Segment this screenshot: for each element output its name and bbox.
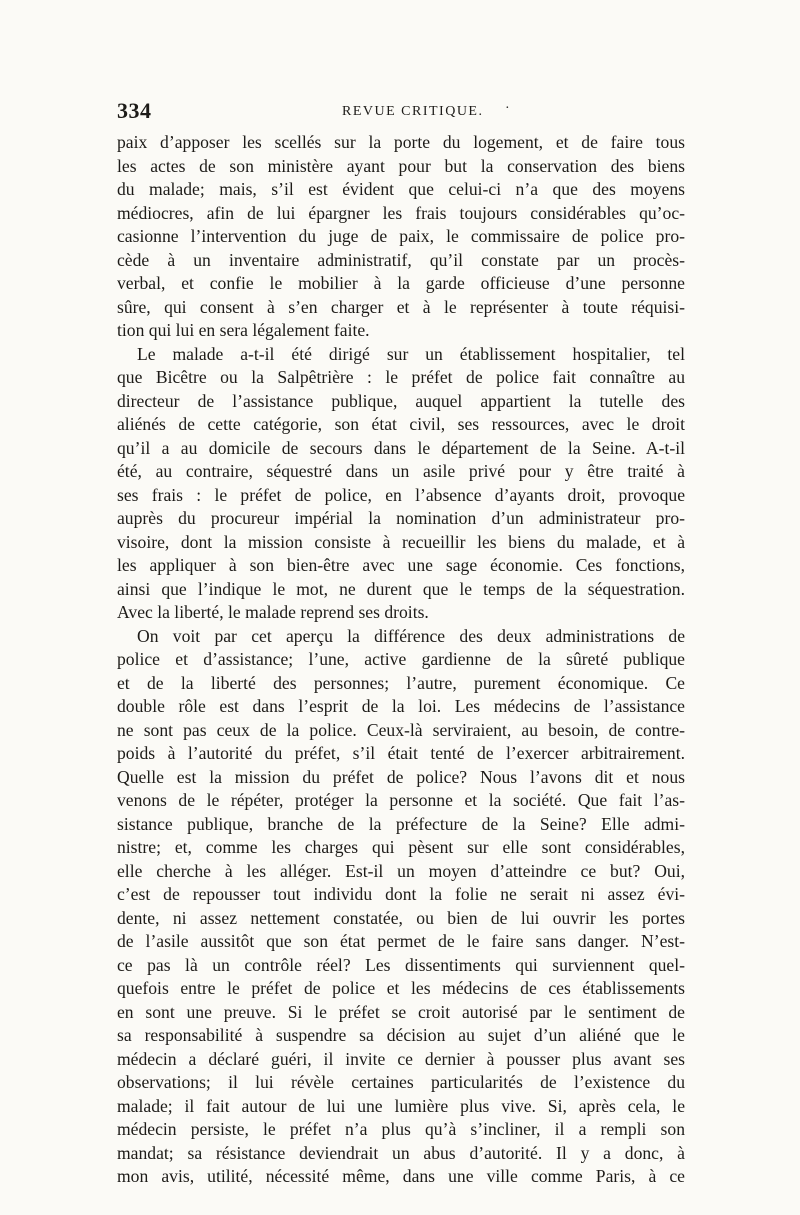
- text-line: qu’il a au domicile de secours dans le département de la Seine. A-t-il: [117, 437, 685, 458]
- text-line: aliénés de cette catégorie, son état civil, ses ressources, avec le droit: [117, 414, 685, 434]
- text-line: verbal, et confie le mobilier à la garde officieuse d’une personne: [117, 273, 685, 293]
- text-line: médiocres, afin de lui épargner les frais toujours considérables qu’oc-: [117, 202, 685, 223]
- text-line: cède à un inventaire administratif, qu’il constate par un procès-: [117, 249, 685, 270]
- text-line: sa responsabilité à suspendre sa décision au sujet d’un aliéné que le: [117, 1025, 685, 1045]
- text-line: observations; il lui révèle certaines particularités de l’existence du: [117, 1072, 685, 1092]
- text-line: sistance publique, branche de la préfecture de la Seine? Elle admi-: [117, 813, 685, 834]
- text-line: Avec la liberté, le malade reprend ses droits.: [117, 602, 429, 622]
- text-line: quefois entre le préfet de police et les médecins de ces établissements: [117, 978, 685, 998]
- text-line: les actes de son ministère ayant pour but la conservation des biens: [117, 155, 685, 176]
- header-mark: ·: [505, 101, 510, 116]
- text-line: médecin a déclaré guéri, il invite ce dernier à pousser plus avant ses: [117, 1048, 685, 1069]
- text-line: elle cherche à les alléger. Est-il un moyen d’atteindre ce but? Oui,: [117, 860, 685, 881]
- text-line: visoire, dont la mission consiste à recueillir les biens du malade, et à: [117, 531, 685, 552]
- text-line: double rôle est dans l’esprit de la loi. Les médecins de l’assistance: [117, 696, 685, 716]
- text-line: les appliquer à son bien-être avec une sage économie. Ces fonctions,: [117, 555, 685, 575]
- text-line: Quelle est la mission du préfet de police? Nous l’avons dit et nous: [117, 766, 685, 787]
- text-line: sûre, qui consent à s’en charger et à le représenter à toute réquisi-: [117, 296, 685, 317]
- text-line: tion qui lui en sera légalement faite.: [117, 320, 370, 340]
- running-title: REVUE CRITIQUE.: [342, 104, 484, 119]
- text-line: ainsi que l’indique le mot, ne durent que le temps de la séquestration.: [117, 578, 685, 599]
- text-line: auprès du procureur impérial la nomination d’un administrateur pro-: [117, 508, 685, 528]
- text-line: police et d’assistance; l’une, active gardienne de la sûreté publique: [117, 649, 685, 669]
- text-line: mandat; sa résistance deviendrait un abus d’autorité. Il y a donc, à: [117, 1142, 685, 1163]
- page-header: [117, 98, 685, 128]
- text-line: ce pas là un contrôle réel? Les dissentiments qui surviennent quel-: [117, 954, 685, 975]
- page-number: 334: [117, 98, 152, 123]
- text-line: été, au contraire, séquestré dans un asile privé pour y être traité à: [117, 461, 685, 481]
- text-line: nistre; et, comme les charges qui pèsent sur elle sont considérables,: [117, 837, 685, 857]
- text-line: mon avis, utilité, nécessité même, dans une ville comme Paris, à ce: [117, 1166, 685, 1186]
- text-line: directeur de l’assistance publique, auquel appartient la tutelle des: [117, 390, 685, 411]
- text-line: et de la liberté des personnes; l’autre, purement économique. Ce: [117, 672, 685, 693]
- text-line: poids à l’autorité du préfet, s’il était tenté de l’exercer arbitrairement.: [117, 743, 685, 763]
- text-line: du malade; mais, s’il est évident que celui-ci n’a que des moyens: [117, 179, 685, 199]
- text-line: On voit par cet aperçu la différence des deux administrations de: [137, 625, 685, 646]
- text-line: casionne l’intervention du juge de paix, le commissaire de police pro-: [117, 226, 685, 246]
- text-line: ses frais : le préfet de police, en l’absence d’ayants droit, provoque: [117, 484, 685, 505]
- text-line: Le malade a-t-il été dirigé sur un établissement hospitalier, tel: [137, 343, 685, 364]
- text-line: venons de le répéter, protéger la personne et la société. Que fait l’as-: [117, 790, 685, 810]
- text-line: dente, ni assez nettement constatée, ou bien de lui ouvrir les portes: [117, 907, 685, 928]
- text-line: en sont une preuve. Si le préfet se croit autorisé par le sentiment de: [117, 1001, 685, 1022]
- text-line: c’est de repousser tout individu dont la folie ne serait ni assez évi-: [117, 884, 685, 904]
- text-line: malade; il fait autour de lui une lumière plus vive. Si, après cela, le: [117, 1095, 685, 1116]
- text-body: [117, 131, 685, 1189]
- text-line: ne sont pas ceux de la police. Ceux-là serviraient, au besoin, de contre-: [117, 719, 685, 740]
- text-line: que Bicêtre ou la Salpêtrière : le préfet de police fait connaître au: [117, 367, 685, 387]
- text-line: médecin persiste, le préfet n’a plus qu’à s’incliner, il a rempli son: [117, 1119, 685, 1139]
- text-line: de l’asile aussitôt que son état permet de le faire sans danger. N’est-: [117, 931, 685, 951]
- text-line: paix d’apposer les scellés sur la porte du logement, et de faire tous: [117, 132, 685, 152]
